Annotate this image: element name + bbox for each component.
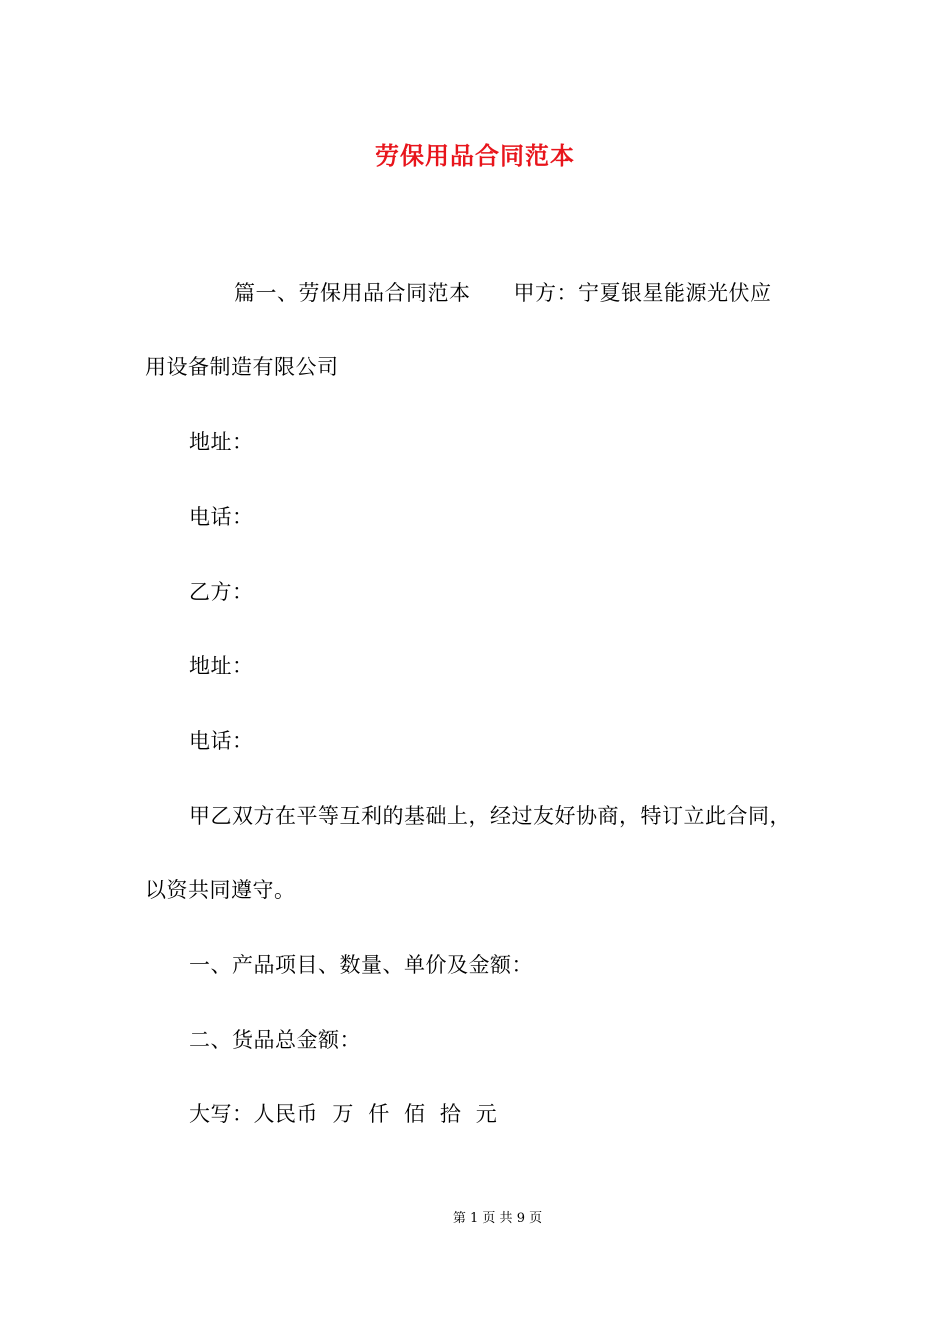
page-footer: 第 1 页 共 9 页: [452, 1211, 543, 1226]
section-2-heading: 二、货品总金额：: [189, 1028, 361, 1052]
party-a-address-label: 地址：: [189, 430, 254, 454]
party-b-label: 乙方：: [189, 580, 254, 604]
agreement-paragraph-line-2: 以资共同遵守。: [145, 878, 296, 902]
section-1-heading: 一、产品项目、数量、单价及金额：: [189, 953, 533, 977]
party-a-phone-label: 电话：: [189, 505, 254, 529]
agreement-paragraph-line-1: 甲乙双方在平等互利的基础上，经过友好协商，特订立此合同，: [189, 804, 791, 828]
paragraph-line-2: 用设备制造有限公司: [145, 355, 339, 379]
paragraph-line-1: 篇一、劳保用品合同范本 甲方：宁夏银星能源光伏应: [234, 281, 772, 305]
document-title: 劳保用品合同范本: [375, 141, 575, 170]
party-b-address-label: 地址：: [189, 654, 254, 678]
party-b-phone-label: 电话：: [189, 729, 254, 753]
amount-in-words-line: 大写：人民币 万 仟 佰 拾 元: [189, 1102, 498, 1126]
